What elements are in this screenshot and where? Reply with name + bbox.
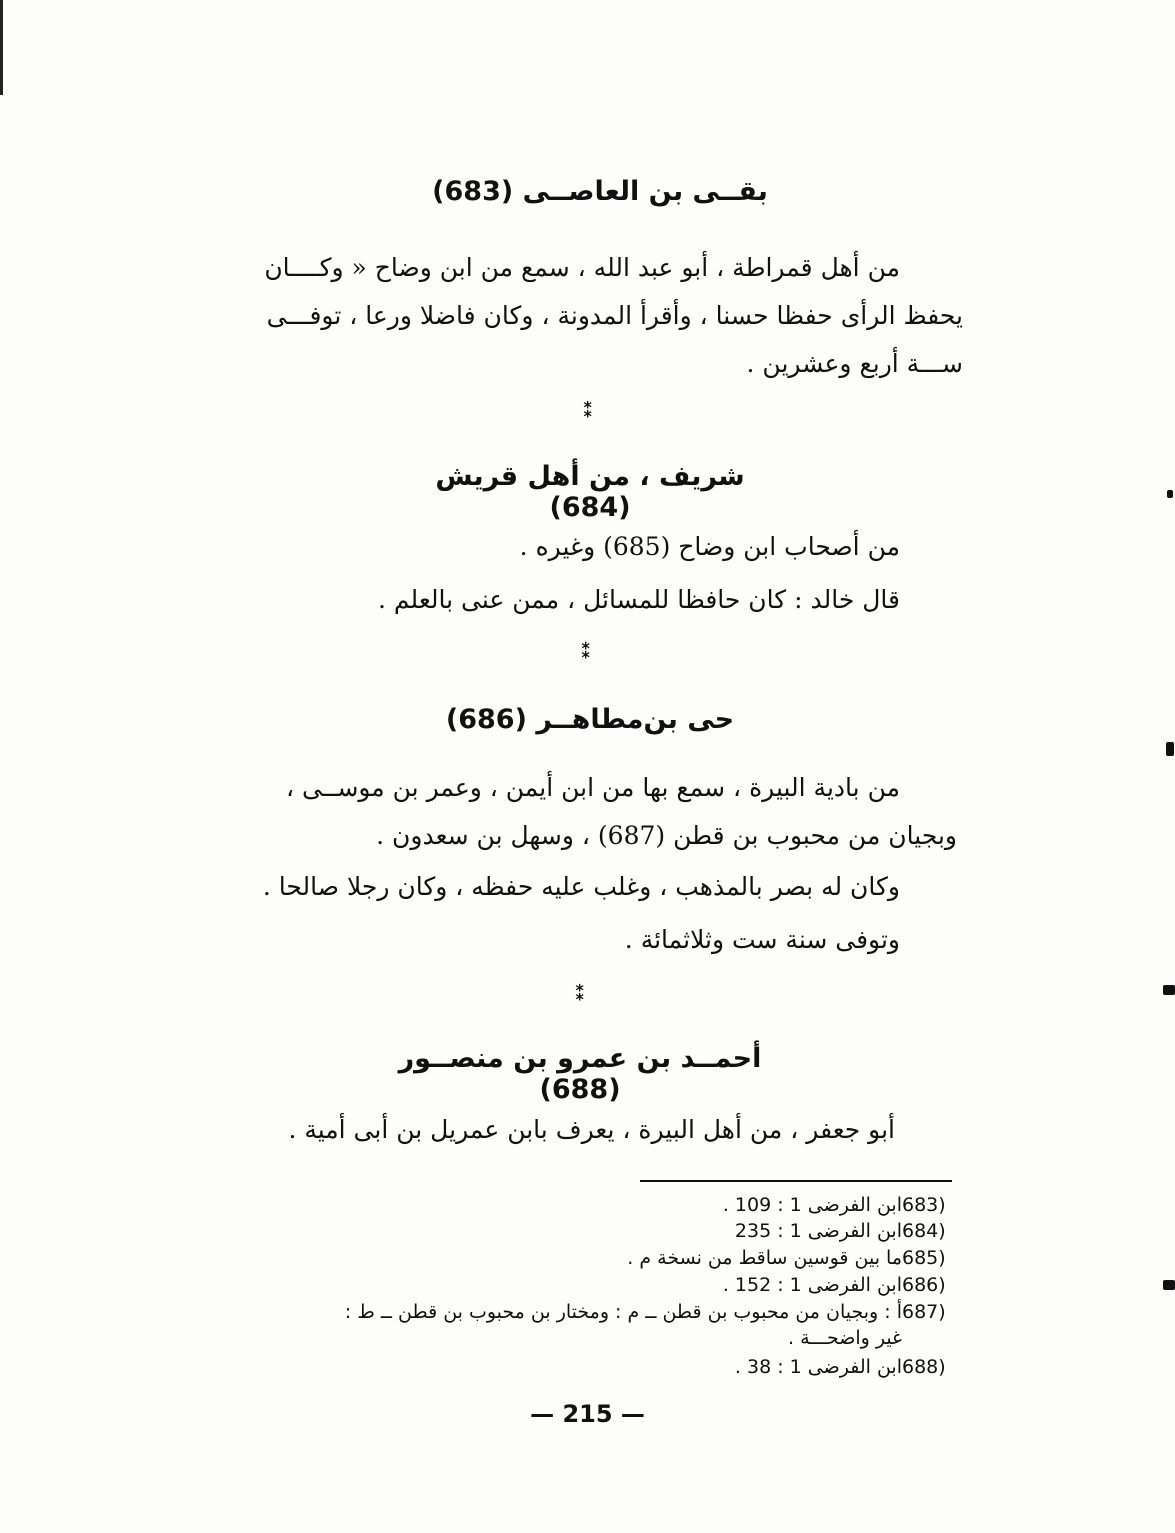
footnote-text: أ : وبجيان من محبوب بن قطن ــ م : ومختار بن محبوب بن قطن ــ ط : [344,1301,902,1323]
entry-686-line-4: وتوفى سنة ست وثلاثمائة . [624,925,900,954]
footnote-text: ابن الفرضى 1 : 235 [734,1220,902,1242]
entry-683-line-2: يحفظ الرأى حفظا حسنا ، وأقرأ المدونة ، وكان فاضلا ورعا ، توفـــى [266,301,963,330]
footnote-687 [190,1299,950,1325]
footnote-685 [190,1245,950,1271]
footnote-684 [190,1218,950,1244]
entry-686-line-2: وبجيان من محبوب بن قطن (687) ، وسهل بن سعدون . [376,821,957,850]
footnote-number: 684) [902,1220,946,1242]
footnote-text: غير واضحـــة . [787,1327,902,1349]
entry-heading-684: شريف ، من أهل قريش (684) [435,461,745,523]
scan-edge-mark [0,0,3,95]
entry-heading-686: حى بن‌مطاهــر (686) [445,704,735,735]
entry-683-line-3: ســـة أربع وعشرين . [746,349,963,378]
footnote-number: 686) [902,1274,946,1296]
footnote-text: ابن الفرضى 1 : 38 . [734,1356,902,1378]
footnote-687-continuation [190,1325,950,1351]
footnote-number: 688) [902,1356,946,1378]
scan-speck [1163,1280,1175,1290]
entry-heading-688: أحمــد بن عمرو بن منصــور (688) [398,1043,762,1105]
entry-684-line-2: قال خالد : كان حافظا للمسائل ، ممن عنى بالعلم . [378,585,900,614]
footnote-text: ما بين قوسين ساقط من نسخة م . [627,1247,902,1269]
section-separator: ⁑ [580,639,592,663]
entry-683-line-1: من أهل قمراطة ، أبو عبد الله ، سمع من ابن وضاح « وكــــان [264,253,900,282]
entry-heading-683: بقــى بن العاصــى (683) [432,176,768,207]
entry-686-line-3: وكان له بصر بالمذهب ، وغلب عليه حفظه ، وكان رجلا صالحا . [262,872,900,901]
footnote-text: ابن الفرضى 1 : 152 . [722,1274,902,1296]
footnote-686 [190,1272,950,1298]
scan-speck [1163,985,1175,995]
footnote-text: ابن الفرضى 1 : 109 . [722,1194,902,1216]
page-number: — 215 — [530,1400,645,1428]
footnote-number: 685) [902,1247,946,1269]
footnote-688 [190,1354,950,1380]
scan-speck [1166,742,1174,756]
footnote-number: 683) [902,1194,946,1216]
footnote-rule [640,1180,952,1182]
entry-686-line-1: من بادية البيرة ، سمع بها من ابن أيمن ، وعمر بن موســى ، [285,773,900,802]
entry-688-line-1: أبو جعفر ، من أهل البيرة ، يعرف بابن عمريل بن أبى أمية . [288,1115,895,1144]
section-separator: ⁑ [582,398,594,422]
entry-684-line-1: من أصحاب ابن وضاح (685) وغيره . [519,532,900,561]
scan-speck [1167,490,1173,498]
section-separator: ⁑ [574,981,586,1005]
footnote-number: 687) [902,1301,946,1323]
footnote-683 [190,1192,950,1218]
